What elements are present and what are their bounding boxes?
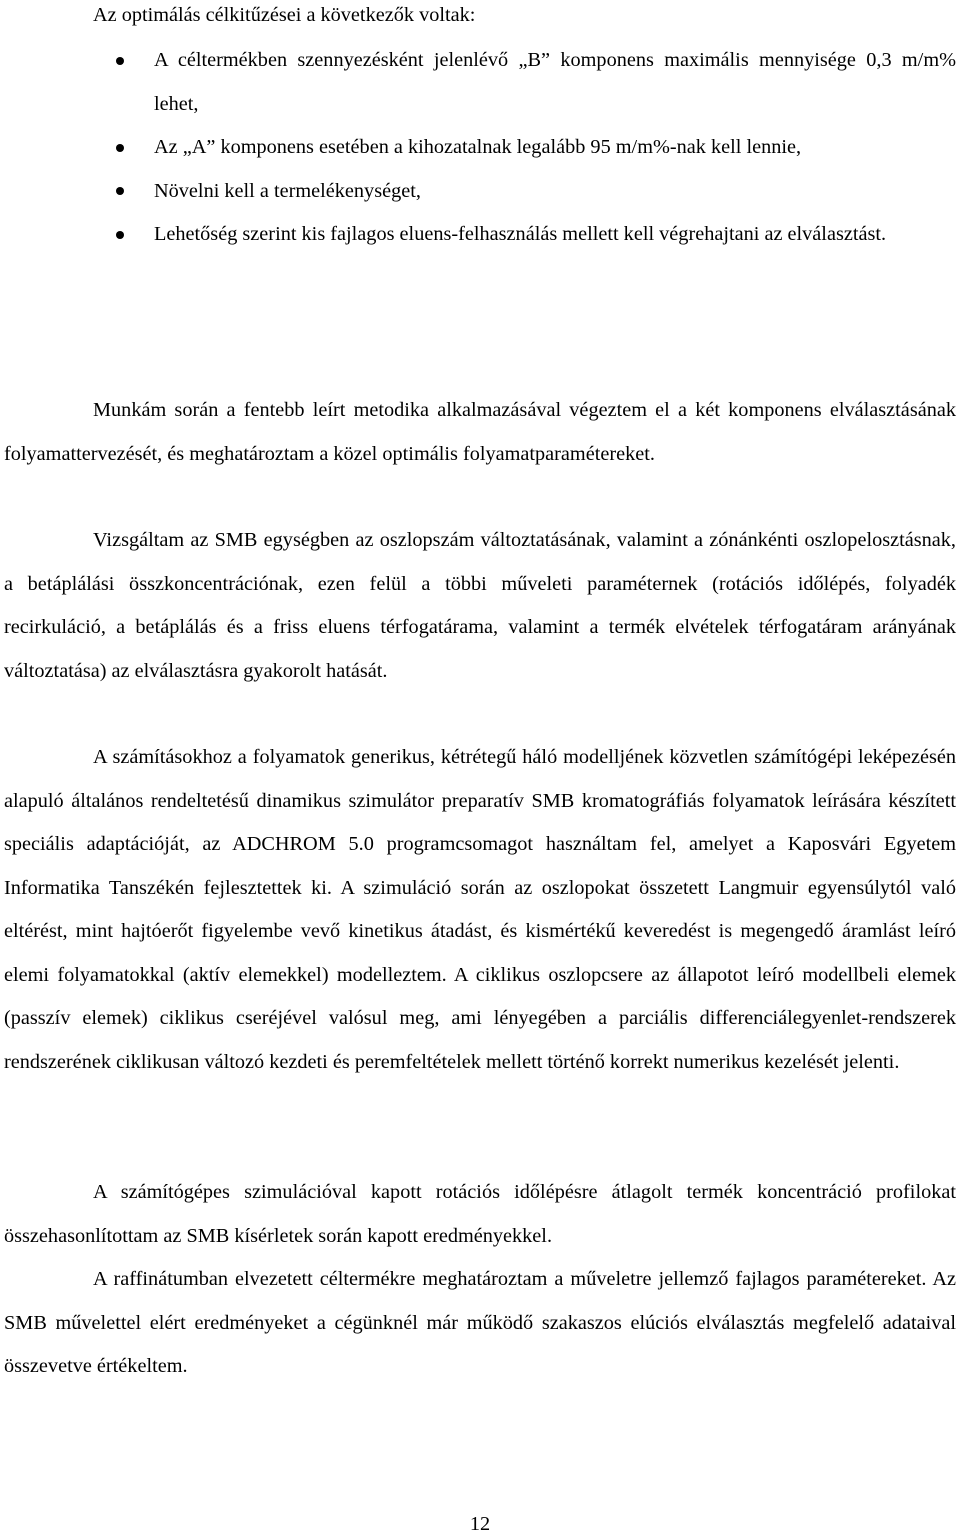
paragraph: Munkám során a fentebb leírt metodika alkalmazásával végeztem el a két komponens elválasztásának folyamattervezését, és meghatároztam a közel optimális folyamatparamétereket. xyxy=(4,399,956,465)
paragraph: A raffinátumban elvezetett céltermékre meghatároztam a műveletre jellemző fajlagos paramétereket. Az SMB művelettel elért eredményeket a cégünknél már működő szakaszos elúciós elválasztás megfelelő adataival összevetve értékeltem. xyxy=(4,1268,956,1377)
intro-text: Az optimálás célkitűzései a következők voltak: xyxy=(93,4,476,26)
page-number: 12 xyxy=(469,1513,491,1535)
list-item xyxy=(0,170,960,214)
list-item xyxy=(0,213,960,257)
paragraph: A számításokhoz a folyamatok generikus, kétrétegű háló modelljének közvetlen számítógépi leképezésén alapuló általános rendeltetésű dinamikus szimulátor preparatív SMB kromatográfiás folyamatok leírására készített speciális adaptációját, az ADCHROM 5.0 programcsomagot használtam fel, amelyet a Kaposvári Egyetem Informatika Tanszékén fejlesztettek ki. A szimuláció során az oszlopokat összetett Langmuir egyensúlytól való eltérést, mint hajtóerőt figyelembe vevő kinetikus átadást, és kismértékű keveredést is megengedő áramlást leíró elemi folyamatokkal (aktív elemekkel) modelleztem. A ciklikus oszlopcsere az állapotot leíró modellbeli elemek (passzív elemek) ciklikus cseréjével valósul meg, ami lényegében a parciális differenciálegyenlet-rendszerek rendszerének ciklikusan változó kezdeti és peremfeltételek mellett történő korrekt numerikus kezelését jelenti. xyxy=(4,746,956,1073)
bullet-icon xyxy=(116,231,124,239)
bullet-icon xyxy=(116,57,124,65)
list-item-text: Növelni kell a termelékenységet, xyxy=(154,179,421,202)
list-item xyxy=(0,126,960,170)
objectives-list xyxy=(0,39,960,257)
bullet-icon xyxy=(116,187,124,195)
list-item-text: Lehetőség szerint kis fajlagos eluens-felhasználás mellett kell végrehajtani az elválasztást. xyxy=(154,223,887,245)
bullet-icon xyxy=(116,144,124,152)
paragraph: Vizsgáltam az SMB egységben az oszlopszám változtatásának, valamint a zónánkénti oszlopelosztásnak, a betáplálási összkoncentrációnak, ezen felül a többi műveleti paraméternek (rotációs időlépés, folyadék recirkuláció, a betáplálás és a friss eluens térfogatárama, valamint a termék elvételek térfogatáram arányának változtatása) az elválasztásra gyakorolt hatását. xyxy=(4,529,956,682)
list-item xyxy=(0,39,960,126)
list-item-text: Az „A” komponens esetében a kihozatalnak legalább 95 m/m%-nak kell lennie, xyxy=(154,136,802,158)
paragraph: A számítógépes szimulációval kapott rotációs időlépésre átlagolt termék koncentráció profilokat összehasonlítottam az SMB kísérletek során kapott eredményekkel. xyxy=(4,1181,956,1247)
list-item-text: A céltermékben szennyezésként jelenlévő „B” komponens maximális mennyisége 0,3 m/m% lehet, xyxy=(154,49,956,115)
